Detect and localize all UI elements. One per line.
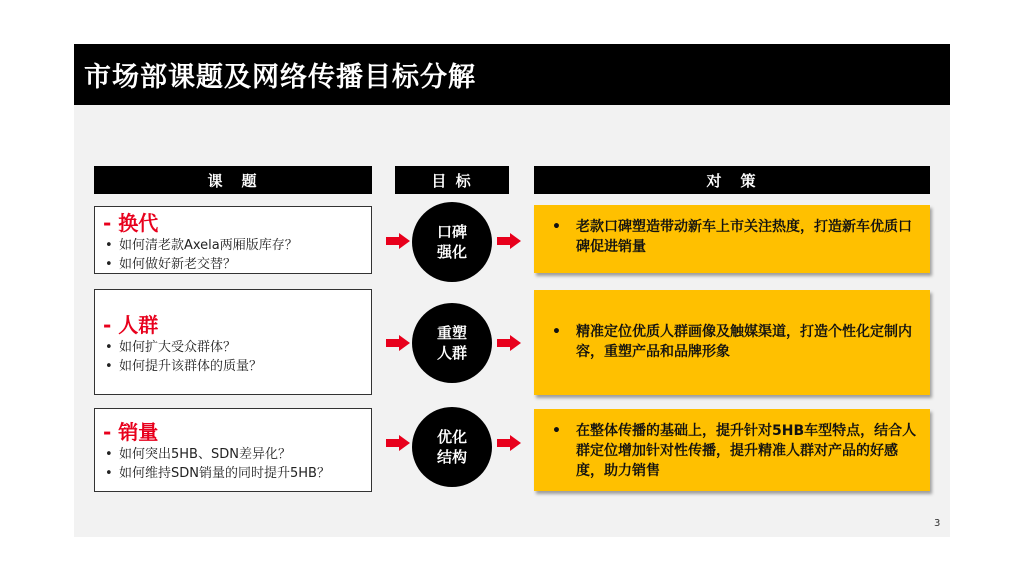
topic-bullet: • 如何扩大受众群体？ xyxy=(103,338,363,357)
goal-text: 重塑 xyxy=(436,324,467,342)
topic-bullet: • 如何维持SDN销量的同时提升5HB？ xyxy=(103,464,363,483)
topic-bullet-list xyxy=(103,445,363,483)
goal-text: 强化 xyxy=(436,243,467,261)
right-arrow-icon xyxy=(497,435,521,451)
topic-box-sales xyxy=(94,408,372,492)
goal-text: 优化 xyxy=(436,428,467,446)
topic-box-audience xyxy=(94,289,372,395)
measure-box-replacement xyxy=(534,205,930,273)
topic-title: - 人群 xyxy=(103,313,159,337)
measure-box-audience xyxy=(534,290,930,395)
header-measure: 对 策 xyxy=(534,166,930,194)
goal-circle-audience xyxy=(412,303,492,383)
right-arrow-icon xyxy=(386,435,410,451)
header-topic: 课 题 xyxy=(94,166,372,194)
measure-text: • 在整体传播的基础上，提升针对5HB车型特点，结合人群定位增加针对性传播，提升精准人群对产品的好感度，助力销售 xyxy=(546,421,918,481)
topic-bullet: • 如何提升该群体的质量？ xyxy=(103,357,363,376)
topic-bullet: • 如何清老款Axela两厢版库存？ xyxy=(103,236,363,255)
topic-box-replacement xyxy=(94,206,372,274)
topic-bullet: • 如何突出5HB、SDN差异化？ xyxy=(103,445,363,464)
topic-bullet: • 如何做好新老交替？ xyxy=(103,255,363,274)
topic-bullet-list xyxy=(103,236,363,274)
title-bar xyxy=(74,44,950,105)
topic-title: - 销量 xyxy=(103,420,159,444)
goal-text: 人群 xyxy=(436,344,467,362)
topic-title: - 换代 xyxy=(103,211,159,235)
goal-circle-structure xyxy=(412,407,492,487)
measure-text: • 精准定位优质人群画像及触媒渠道，打造个性化定制内容，重塑产品和品牌形象 xyxy=(546,322,918,362)
right-arrow-icon xyxy=(386,335,410,351)
topic-bullet-list xyxy=(103,338,363,376)
goal-text: 口碑 xyxy=(436,223,467,241)
page-number: 3 xyxy=(934,518,941,529)
right-arrow-icon xyxy=(386,233,410,249)
page-title: 市场部课题及网络传播目标分解 xyxy=(84,62,476,93)
goal-circle-reputation xyxy=(412,202,492,282)
right-arrow-icon xyxy=(497,335,521,351)
header-goal: 目 标 xyxy=(395,166,509,194)
measure-text: • 老款口碑塑造带动新车上市关注热度，打造新车优质口碑促进销量 xyxy=(546,217,918,257)
goal-text: 结构 xyxy=(436,448,467,466)
right-arrow-icon xyxy=(497,233,521,249)
measure-box-sales xyxy=(534,409,930,491)
